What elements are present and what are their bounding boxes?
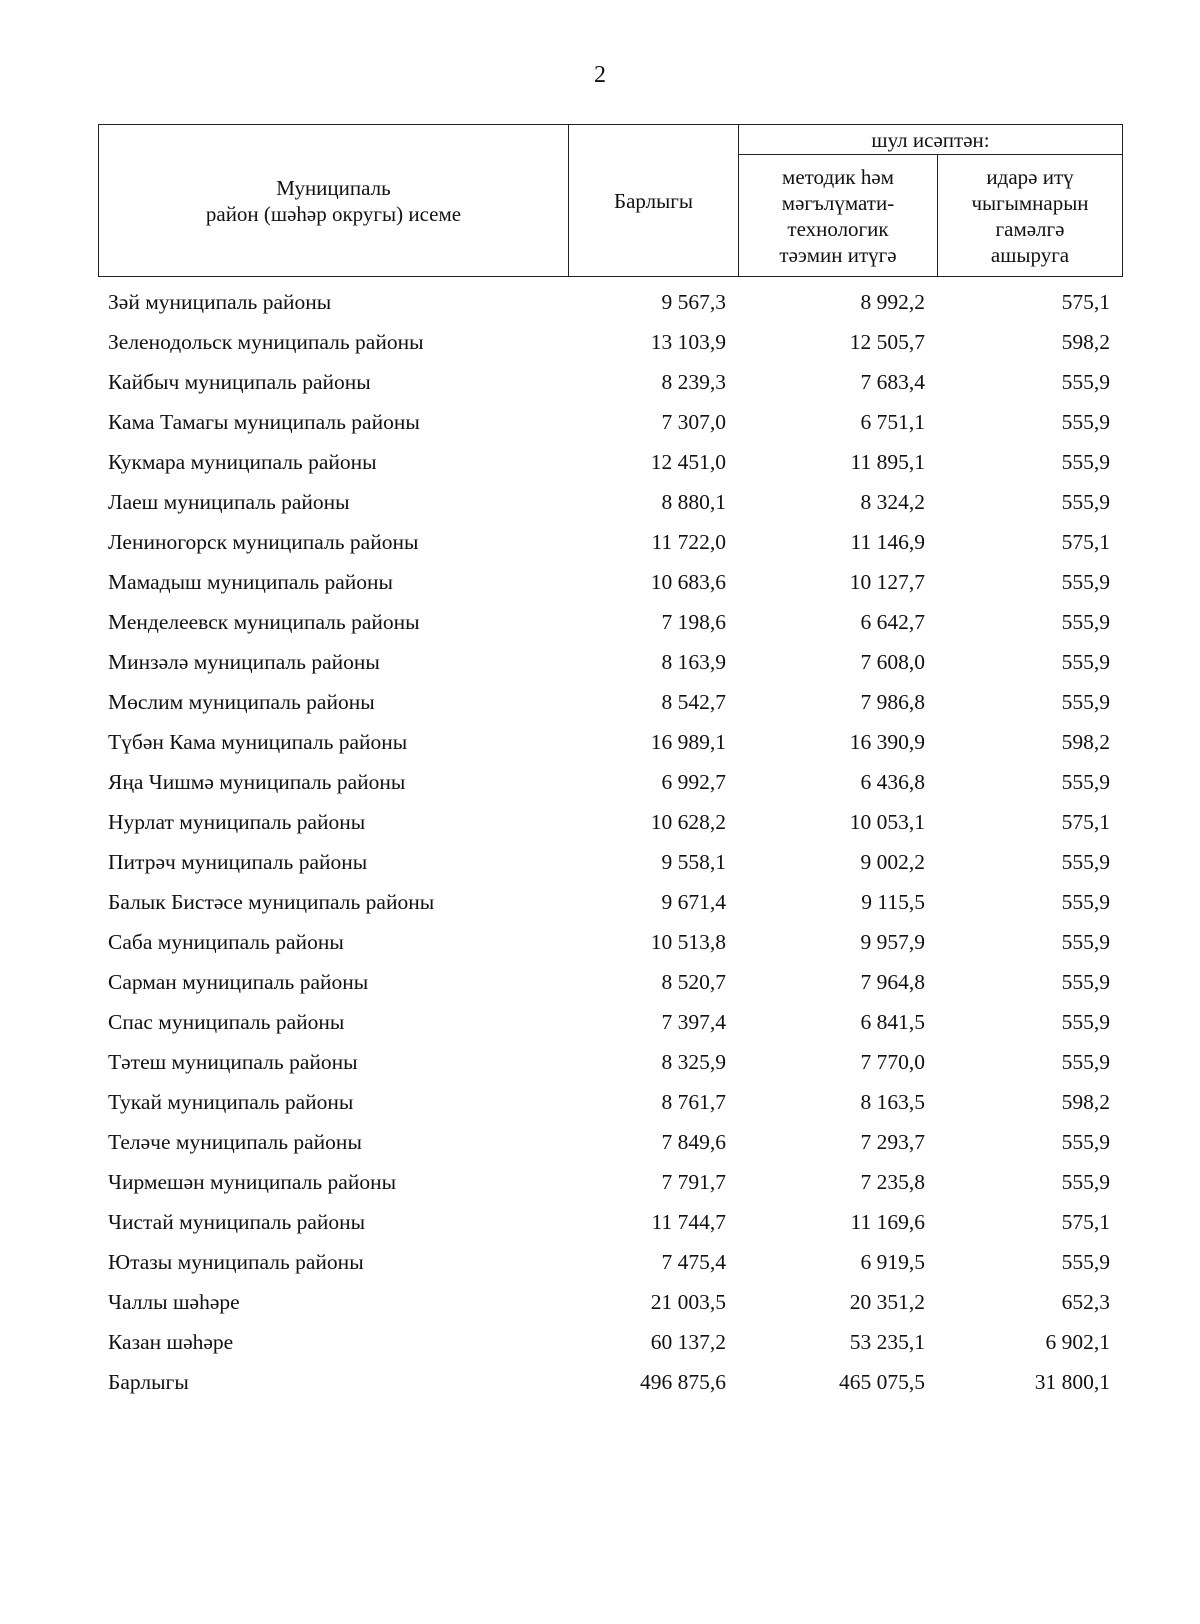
row-admin: 555,9 [1061,889,1110,914]
row-name: Мөслим муниципаль районы [108,689,375,714]
row-total: 8 520,7 [661,969,726,994]
row-admin: 575,1 [1061,529,1110,554]
row-method: 7 235,8 [860,1169,925,1194]
row-method: 465 075,5 [839,1369,925,1394]
row-name: Зеленодольск муниципаль районы [108,329,424,354]
row-name: Кама Тамагы муниципаль районы [108,409,420,434]
row-admin: 555,9 [1061,969,1110,994]
row-total: 8 542,7 [661,689,726,714]
row-name: Кукмара муниципаль районы [108,449,377,474]
row-name: Чистай муниципаль районы [108,1209,366,1234]
table-row [98,362,1122,402]
row-name: Мамадыш муниципаль районы [108,569,394,594]
row-method: 10 127,7 [849,569,925,594]
row-total: 10 628,2 [650,809,726,834]
page-number: 2 [594,62,606,88]
row-total: 16 989,1 [650,729,726,754]
row-name: Теләче муниципаль районы [108,1129,362,1154]
row-admin: 31 800,1 [1034,1369,1110,1394]
row-total: 8 325,9 [661,1049,726,1074]
row-total: 21 003,5 [650,1289,726,1314]
row-total: 8 880,1 [661,489,726,514]
row-name: Чаллы шәһәре [108,1289,240,1314]
row-total: 60 137,2 [650,1329,726,1354]
row-name: Чирмешән муниципаль районы [108,1169,397,1194]
row-total: 8 163,9 [661,649,726,674]
row-admin: 555,9 [1061,849,1110,874]
row-total: 6 992,7 [661,769,726,794]
row-admin: 555,9 [1061,1009,1110,1034]
row-admin: 555,9 [1061,449,1110,474]
header-admin-line-2: чыгымнарын [971,190,1089,215]
row-method: 7 293,7 [860,1129,925,1154]
header-total-column: Барлыгы [569,125,739,277]
table-row [98,802,1122,842]
table-row [98,522,1122,562]
row-admin: 555,9 [1061,689,1110,714]
row-admin: 555,9 [1061,929,1110,954]
header-method-column [739,155,938,277]
row-total: 7 475,4 [661,1249,726,1274]
row-method: 12 505,7 [849,329,925,354]
row-admin: 555,9 [1061,1049,1110,1074]
row-method: 9 957,9 [860,929,925,954]
table-row [98,1202,1122,1242]
row-total: 9 567,3 [661,289,726,314]
header-method-line-4: тәэмин итүгә [779,242,897,267]
row-total: 8 239,3 [661,369,726,394]
table-row [98,442,1122,482]
table-row [98,1002,1122,1042]
table-row [98,482,1122,522]
row-method: 6 751,1 [860,409,925,434]
row-name: Түбән Кама муниципаль районы [108,729,408,754]
row-name: Саба муниципаль районы [108,929,344,954]
row-method: 20 351,2 [849,1289,925,1314]
table-row [98,922,1122,962]
row-name: Зәй муниципаль районы [108,289,332,314]
row-admin: 6 902,1 [1045,1329,1110,1354]
header-name-line-1: Муниципаль [276,175,391,200]
row-admin: 598,2 [1061,329,1110,354]
row-name: Питрәч муниципаль районы [108,849,368,874]
row-total: 10 683,6 [650,569,726,594]
row-name: Балык Бистәсе муниципаль районы [108,889,435,914]
row-total: 7 198,6 [661,609,726,634]
table-row [98,1282,1122,1322]
row-admin: 555,9 [1061,609,1110,634]
row-total: 11 722,0 [651,529,726,554]
row-method: 9 002,2 [860,849,925,874]
row-name: Яңа Чишмә муниципаль районы [108,769,406,794]
row-method: 11 895,1 [850,449,925,474]
row-method: 11 169,6 [850,1209,925,1234]
row-method: 53 235,1 [849,1329,925,1354]
row-method: 7 770,0 [860,1049,925,1074]
header-admin-line-4: ашыруга [990,242,1070,267]
table-row [98,962,1122,1002]
row-total: 7 849,6 [661,1129,726,1154]
row-total: 7 397,4 [661,1009,726,1034]
table-row [98,282,1122,322]
table-header [98,124,1123,277]
header-admin-column [938,155,1123,277]
table-body [98,282,1122,1402]
header-method-line-3: технологик [787,216,889,241]
row-admin: 598,2 [1061,729,1110,754]
row-admin: 652,3 [1061,1289,1110,1314]
row-total: 7 307,0 [661,409,726,434]
row-admin: 598,2 [1061,1089,1110,1114]
row-total: 7 791,7 [661,1169,726,1194]
row-total: 9 671,4 [661,889,726,914]
table-row [98,602,1122,642]
table-row [98,762,1122,802]
table-row [98,682,1122,722]
row-admin: 555,9 [1061,569,1110,594]
row-method: 10 053,1 [849,809,925,834]
row-total: 12 451,0 [650,449,726,474]
table-row-total [98,1362,1122,1402]
row-admin: 555,9 [1061,489,1110,514]
row-method: 8 992,2 [860,289,925,314]
row-admin: 575,1 [1061,809,1110,834]
row-admin: 555,9 [1061,409,1110,434]
table-row [98,562,1122,602]
row-method: 9 115,5 [861,889,925,914]
row-admin: 555,9 [1061,649,1110,674]
table-row [98,1042,1122,1082]
row-method: 6 436,8 [860,769,925,794]
header-name-line-2: район (шәһәр округы) исеме [205,201,462,226]
header-admin-line-1: идарә итү [986,164,1074,189]
row-admin: 575,1 [1061,1209,1110,1234]
row-admin: 575,1 [1061,289,1110,314]
row-method: 7 964,8 [860,969,925,994]
row-name: Кайбыч муниципаль районы [108,369,371,394]
row-method: 6 841,5 [860,1009,925,1034]
header-group-label: шул исәптән: [739,125,1123,155]
row-total: 10 513,8 [650,929,726,954]
header-method-line-1: методик һәм [782,164,894,189]
header-admin-line-3: гамәлгә [995,216,1065,241]
table-row [98,402,1122,442]
row-name: Нурлат муниципаль районы [108,809,366,834]
row-method: 7 683,4 [860,369,925,394]
row-total: 13 103,9 [650,329,726,354]
table-row [98,1082,1122,1122]
row-method: 11 146,9 [850,529,925,554]
table-row [98,842,1122,882]
row-name: Спас муниципаль районы [108,1009,345,1034]
row-method: 6 642,7 [860,609,925,634]
row-name: Тукай муниципаль районы [108,1089,354,1114]
row-name: Лениногорск муниципаль районы [108,529,419,554]
row-name: Сарман муниципаль районы [108,969,369,994]
row-method: 8 324,2 [860,489,925,514]
row-name: Лаеш муниципаль районы [108,489,350,514]
row-admin: 555,9 [1061,1169,1110,1194]
table-row [98,642,1122,682]
row-method: 16 390,9 [849,729,925,754]
table-row [98,882,1122,922]
row-name: Менделеевск муниципаль районы [108,609,420,634]
row-admin: 555,9 [1061,1249,1110,1274]
row-name: Ютазы муниципаль районы [108,1249,364,1274]
table-row [98,1322,1122,1362]
row-total: 496 875,6 [640,1369,726,1394]
row-method: 7 608,0 [860,649,925,674]
table-row [98,722,1122,762]
row-name: Барлыгы [108,1369,189,1394]
row-total: 9 558,1 [661,849,726,874]
table-row [98,1122,1122,1162]
row-name: Казан шәһәре [108,1329,234,1354]
row-admin: 555,9 [1061,1129,1110,1154]
header-method-line-2: мәгълүмати- [781,190,895,215]
row-method: 8 163,5 [860,1089,925,1114]
header-name-column [99,125,569,277]
row-name: Тәтеш муниципаль районы [108,1049,358,1074]
table-row [98,1162,1122,1202]
row-total: 11 744,7 [651,1209,726,1234]
row-method: 7 986,8 [860,689,925,714]
row-name: Минзәлә муниципаль районы [108,649,380,674]
table-row [98,1242,1122,1282]
row-admin: 555,9 [1061,769,1110,794]
table-row [98,322,1122,362]
row-method: 6 919,5 [860,1249,925,1274]
row-total: 8 761,7 [661,1089,726,1114]
row-admin: 555,9 [1061,369,1110,394]
